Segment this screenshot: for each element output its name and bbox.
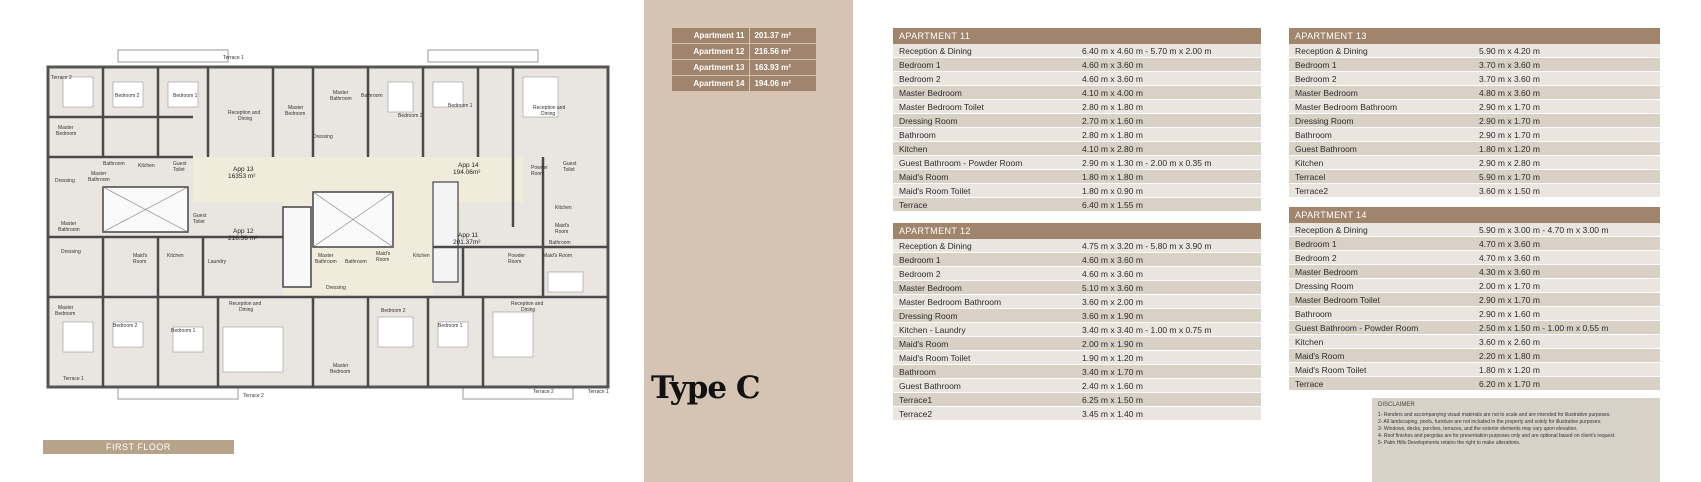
room-dimensions: 3.60 m x 1.90 m — [1082, 311, 1143, 321]
room-name: Bathroom — [1295, 309, 1332, 319]
table-row — [893, 128, 1261, 142]
room-name: Master Bedroom — [1295, 88, 1358, 98]
svg-text:Maid's: Maid's — [133, 253, 148, 259]
disclaimer-item: 5- Palm Hills Developments retains the right to make alterations. — [1378, 440, 1521, 446]
summary-apartment-name: Apartment 13 — [672, 60, 749, 75]
room-dimensions: 3.70 m x 3.60 m — [1479, 60, 1540, 70]
room-dimensions: 4.60 m x 3.60 m — [1082, 60, 1143, 70]
room-dimensions: 2.90 m x 1.60 m — [1479, 309, 1540, 319]
room-dimensions: 2.50 m x 1.50 m - 1.00 m x 0.55 m — [1479, 323, 1609, 333]
svg-text:Kitchen: Kitchen — [138, 163, 155, 169]
svg-text:Room: Room — [133, 259, 147, 265]
room-name: Guest Bathroom - Powder Room — [899, 158, 1023, 168]
room-dimensions: 2.90 m x 1.70 m — [1479, 295, 1540, 305]
room-dimensions: 3.60 m x 2.60 m — [1479, 337, 1540, 347]
svg-text:App 14: App 14 — [458, 162, 479, 169]
apartment-table-body — [893, 44, 1261, 212]
apartment-table-title: APARTMENT 14 — [1289, 207, 1660, 223]
room-dimensions: 2.90 m x 1.70 m — [1479, 116, 1540, 126]
svg-text:Reception and: Reception and — [229, 301, 262, 307]
svg-text:Dining: Dining — [239, 307, 254, 313]
disclaimer-title: DISCLAIMER — [1378, 402, 1415, 408]
svg-text:Terrace 2: Terrace 2 — [243, 393, 264, 399]
summary-row — [672, 28, 816, 43]
svg-text:App 12: App 12 — [233, 228, 254, 235]
table-row — [1289, 114, 1660, 128]
room-dimensions: 1.80 m x 1.20 m — [1479, 144, 1540, 154]
table-row — [1289, 293, 1660, 307]
svg-text:Terrace 1: Terrace 1 — [223, 55, 244, 61]
room-name: Guest Bathroom — [1295, 144, 1357, 154]
summary-row — [672, 44, 816, 59]
table-row — [893, 184, 1261, 198]
svg-text:Maid's: Maid's — [555, 223, 570, 229]
table-row — [893, 295, 1261, 309]
svg-text:Bedroom 2: Bedroom 2 — [113, 323, 138, 329]
room-dimensions: 5.10 m x 3.60 m — [1082, 283, 1143, 293]
room-name: Terrace2 — [1295, 186, 1329, 196]
svg-text:194.06m²: 194.06m² — [453, 169, 481, 176]
room-dimensions: 6.40 m x 4.60 m - 5.70 m x 2.00 m — [1082, 46, 1212, 56]
room-dimensions: 4.60 m x 3.60 m — [1082, 269, 1143, 279]
room-name: Bedroom 1 — [1295, 60, 1337, 70]
svg-text:216.56 m²: 216.56 m² — [228, 235, 258, 242]
room-dimensions: 4.70 m x 3.60 m — [1479, 239, 1540, 249]
svg-text:Dining: Dining — [238, 116, 253, 122]
svg-text:Guest: Guest — [193, 213, 207, 219]
type-title: Type C — [651, 370, 760, 406]
svg-text:Master: Master — [288, 105, 304, 111]
apartment-table-title: APARTMENT 11 — [893, 28, 1261, 44]
room-dimensions: 1.80 m x 1.80 m — [1082, 172, 1143, 182]
room-name: Bedroom 2 — [1295, 74, 1337, 84]
room-dimensions: 4.10 m x 2.80 m — [1082, 144, 1143, 154]
disclaimer-item: 2- All landscaping, pools, furniture are not included in the property and solely for illustrative purposes. — [1378, 419, 1602, 425]
svg-text:Room: Room — [531, 171, 545, 177]
table-row — [893, 170, 1261, 184]
room-dimensions: 5.90 m x 3.00 m - 4.70 m x 3.00 m — [1479, 225, 1609, 235]
room-dimensions: 1.80 m x 1.20 m — [1479, 365, 1540, 375]
table-row — [1289, 335, 1660, 349]
svg-text:Toilet: Toilet — [173, 167, 185, 173]
room-name: Terrace2 — [899, 409, 933, 419]
room-dimensions: 2.90 m x 1.30 m - 2.00 m x 0.35 m — [1082, 158, 1212, 168]
svg-text:Master: Master — [58, 305, 74, 311]
room-dimensions: 4.70 m x 3.60 m — [1479, 253, 1540, 263]
svg-text:Guest: Guest — [173, 161, 187, 167]
table-row — [1289, 142, 1660, 156]
room-name: Kitchen — [1295, 337, 1324, 347]
room-dimensions: 6.25 m x 1.50 m — [1082, 395, 1143, 405]
svg-text:Bathroom: Bathroom — [330, 96, 352, 102]
svg-text:Powder: Powder — [531, 165, 548, 171]
room-name: Reception & Dining — [899, 46, 972, 56]
room-dimensions: 2.00 m x 1.70 m — [1479, 281, 1540, 291]
table-row — [1289, 237, 1660, 251]
room-dimensions: 2.90 m x 2.80 m — [1479, 158, 1540, 168]
apartment-12-table — [893, 223, 1261, 421]
svg-text:Terrace 1: Terrace 1 — [63, 376, 84, 382]
room-dimensions: 5.90 m x 4.20 m — [1479, 46, 1540, 56]
table-row — [893, 142, 1261, 156]
room-dimensions: 4.10 m x 4.00 m — [1082, 88, 1143, 98]
svg-text:Bedroom 1: Bedroom 1 — [173, 93, 198, 99]
svg-text:Dressing: Dressing — [326, 285, 346, 291]
room-dimensions: 2.40 m x 1.60 m — [1082, 381, 1143, 391]
table-row — [1289, 307, 1660, 321]
svg-text:Kitchen: Kitchen — [555, 205, 572, 211]
room-dimensions: 3.40 m x 3.40 m - 1.00 m x 0.75 m — [1082, 325, 1212, 335]
apartment-table-body — [893, 239, 1261, 421]
svg-text:Terrace 1: Terrace 1 — [588, 389, 609, 395]
table-row — [893, 351, 1261, 365]
summary-apartment-area: 201.37 m² — [750, 28, 816, 43]
room-name: Bedroom 2 — [1295, 253, 1337, 263]
table-row — [893, 323, 1261, 337]
svg-text:Guest: Guest — [563, 161, 577, 167]
table-row — [893, 114, 1261, 128]
table-row — [893, 72, 1261, 86]
summary-apartment-area: 194.06 m² — [750, 76, 816, 91]
svg-text:Master: Master — [61, 221, 77, 227]
apartment-table-title: APARTMENT 13 — [1289, 28, 1660, 44]
svg-text:Bathroom: Bathroom — [361, 93, 383, 99]
svg-text:Room: Room — [376, 257, 390, 263]
svg-text:16353 m²: 16353 m² — [228, 173, 256, 180]
room-name: Bathroom — [899, 367, 936, 377]
room-dimensions: 6.20 m x 1.70 m — [1479, 379, 1540, 389]
table-row — [1289, 156, 1660, 170]
svg-text:Bedroom 1: Bedroom 1 — [448, 103, 473, 109]
room-name: Dressing Room — [899, 311, 958, 321]
svg-text:Maid's Room: Maid's Room — [543, 253, 573, 259]
svg-text:Master: Master — [91, 171, 107, 177]
table-row — [1289, 251, 1660, 265]
room-name: Bedroom 1 — [899, 255, 941, 265]
table-row — [893, 393, 1261, 407]
table-row — [1289, 363, 1660, 377]
room-name: Reception & Dining — [1295, 225, 1368, 235]
apartment-table-body — [1289, 223, 1660, 391]
room-dimensions: 3.70 m x 3.60 m — [1479, 74, 1540, 84]
svg-text:Laundry: Laundry — [208, 259, 227, 265]
room-dimensions: 3.45 m x 1.40 m — [1082, 409, 1143, 419]
svg-text:Dressing: Dressing — [313, 134, 333, 140]
room-name: Guest Bathroom — [899, 381, 961, 391]
table-row — [893, 253, 1261, 267]
room-name: Dressing Room — [1295, 281, 1354, 291]
room-name: Maid's Room — [899, 339, 949, 349]
room-name: Bedroom 2 — [899, 269, 941, 279]
svg-text:Dressing: Dressing — [61, 249, 81, 255]
room-name: Master Bedroom — [899, 283, 962, 293]
summary-row — [672, 60, 816, 75]
svg-text:Bathroom: Bathroom — [103, 161, 125, 167]
room-dimensions: 1.90 m x 1.20 m — [1082, 353, 1143, 363]
summary-apartment-area: 163.93 m² — [750, 60, 816, 75]
svg-text:Bedroom 2: Bedroom 2 — [398, 113, 423, 119]
room-name: Terrace — [1295, 379, 1324, 389]
svg-text:Bathroom: Bathroom — [345, 259, 367, 265]
table-row — [893, 309, 1261, 323]
room-dimensions: 5.90 m x 1.70 m — [1479, 172, 1540, 182]
room-name: Guest Bathroom - Powder Room — [1295, 323, 1419, 333]
room-dimensions: 4.75 m x 3.20 m - 5.80 m x 3.90 m — [1082, 241, 1212, 251]
room-dimensions: 3.60 m x 2.00 m — [1082, 297, 1143, 307]
svg-text:Toilet: Toilet — [193, 219, 205, 225]
apartment-table-title: APARTMENT 12 — [893, 223, 1261, 239]
svg-text:Bedroom: Bedroom — [330, 369, 351, 375]
room-name: Bedroom 1 — [899, 60, 941, 70]
summary-apartment-name: Apartment 14 — [672, 76, 749, 91]
room-name: Dressing Room — [1295, 116, 1354, 126]
table-row — [893, 58, 1261, 72]
table-row — [1289, 349, 1660, 363]
room-name: Kitchen — [1295, 158, 1324, 168]
svg-text:Powder: Powder — [508, 253, 525, 259]
svg-text:Room: Room — [555, 229, 569, 235]
svg-text:Terrace 2: Terrace 2 — [51, 75, 72, 81]
room-dimensions: 4.80 m x 3.60 m — [1479, 88, 1540, 98]
svg-text:Kitchen: Kitchen — [413, 253, 430, 259]
svg-text:Bedroom 2: Bedroom 2 — [115, 93, 140, 99]
room-dimensions: 2.90 m x 1.70 m — [1479, 102, 1540, 112]
room-name: Kitchen — [899, 144, 928, 154]
room-name: Maid's Room Toilet — [1295, 365, 1367, 375]
room-name: Maid's Room Toilet — [899, 353, 971, 363]
room-name: Maid's Room — [1295, 351, 1345, 361]
room-name: Master Bedroom — [1295, 267, 1358, 277]
table-row — [1289, 265, 1660, 279]
disclaimer — [1372, 398, 1660, 482]
table-row — [1289, 58, 1660, 72]
svg-text:Bedroom: Bedroom — [55, 311, 76, 317]
room-name: Dressing Room — [899, 116, 958, 126]
svg-text:Master: Master — [318, 253, 334, 259]
table-row — [1289, 321, 1660, 335]
svg-text:Maid's: Maid's — [376, 251, 391, 257]
summary-apartment-name: Apartment 11 — [672, 28, 749, 43]
svg-text:Bathroom: Bathroom — [88, 177, 110, 183]
floor-plan — [43, 47, 623, 402]
table-row — [893, 281, 1261, 295]
table-row — [893, 267, 1261, 281]
room-dimensions: 2.90 m x 1.70 m — [1479, 130, 1540, 140]
room-name: Terrace — [899, 200, 928, 210]
room-dimensions: 1.80 m x 0.90 m — [1082, 186, 1143, 196]
svg-text:Dining: Dining — [541, 111, 556, 117]
table-row — [893, 44, 1261, 58]
apartment-table-body — [1289, 44, 1660, 198]
svg-text:Terrace 2: Terrace 2 — [533, 389, 554, 395]
room-name: Kitchen - Laundry — [899, 325, 966, 335]
room-name: Reception & Dining — [899, 241, 972, 251]
svg-text:Bathroom: Bathroom — [58, 227, 80, 233]
table-row — [893, 156, 1261, 170]
table-row — [1289, 44, 1660, 58]
room-name: Terracel — [1295, 172, 1326, 182]
room-name: Bedroom 1 — [1295, 239, 1337, 249]
room-name: Master Bedroom Bathroom — [1295, 102, 1398, 112]
svg-text:Reception and: Reception and — [511, 301, 544, 307]
svg-text:Reception and: Reception and — [228, 110, 261, 116]
svg-text:Bedroom 2: Bedroom 2 — [381, 308, 406, 314]
room-dimensions: 2.00 m x 1.90 m — [1082, 339, 1143, 349]
summary-apartment-name: Apartment 12 — [672, 44, 749, 59]
floor-label: FIRST FLOOR — [43, 440, 234, 454]
svg-text:Bathroom: Bathroom — [549, 240, 571, 246]
svg-text:Master: Master — [333, 90, 349, 96]
table-row — [893, 407, 1261, 421]
table-row — [893, 100, 1261, 114]
table-row — [1289, 377, 1660, 391]
table-row — [893, 86, 1261, 100]
room-dimensions: 3.60 m x 1.50 m — [1479, 186, 1540, 196]
svg-text:Bedroom 1: Bedroom 1 — [171, 328, 196, 334]
table-row — [1289, 170, 1660, 184]
table-row — [893, 379, 1261, 393]
table-row — [1289, 72, 1660, 86]
table-row — [893, 239, 1261, 253]
table-row — [1289, 184, 1660, 198]
svg-text:Bathroom: Bathroom — [315, 259, 337, 265]
table-row — [893, 337, 1261, 351]
summary-apartment-area: 216.56 m² — [750, 44, 816, 59]
room-dimensions: 2.20 m x 1.80 m — [1479, 351, 1540, 361]
room-name: Terrace1 — [899, 395, 933, 405]
room-name: Bedroom 2 — [899, 74, 941, 84]
svg-text:Dining: Dining — [521, 307, 536, 313]
disclaimer-item: 3- Windows, decks, porches, terraces, and the exterior elements may vary upon elevation. — [1378, 426, 1578, 432]
room-dimensions: 6.40 m x 1.55 m — [1082, 200, 1143, 210]
apartment-11-table — [893, 28, 1261, 212]
room-name: Bathroom — [1295, 130, 1332, 140]
room-dimensions: 2.80 m x 1.80 m — [1082, 130, 1143, 140]
summary-row — [672, 76, 816, 91]
svg-text:Bedroom: Bedroom — [285, 111, 306, 117]
table-row — [1289, 86, 1660, 100]
room-name: Maid's Room — [899, 172, 949, 182]
room-name: Maid's Room Toilet — [899, 186, 971, 196]
disclaimer-item: 4- Roof finishes and pergolas are for presentation purposes only and are optional based on client's request. — [1378, 433, 1616, 439]
svg-text:Room: Room — [508, 259, 522, 265]
room-name: Master Bedroom — [899, 88, 962, 98]
apartment-13-table — [1289, 28, 1660, 198]
svg-text:App 11: App 11 — [458, 232, 479, 239]
svg-text:Master: Master — [58, 125, 74, 131]
table-row — [893, 198, 1261, 212]
svg-text:Dressing: Dressing — [55, 178, 75, 184]
room-name: Bathroom — [899, 130, 936, 140]
svg-text:Kitchen: Kitchen — [167, 253, 184, 259]
disclaimer-item: 1- Renders and accompanying visual materials are not to scale and are intended for illustrative purposes. — [1378, 412, 1611, 418]
room-dimensions: 2.70 m x 1.60 m — [1082, 116, 1143, 126]
room-dimensions: 2.80 m x 1.80 m — [1082, 102, 1143, 112]
room-name: Master Bedroom Toilet — [899, 102, 984, 112]
room-name: Master Bedroom Toilet — [1295, 295, 1380, 305]
table-row — [1289, 279, 1660, 293]
table-row — [1289, 223, 1660, 237]
table-row — [1289, 100, 1660, 114]
room-name: Master Bedroom Bathroom — [899, 297, 1002, 307]
svg-text:Master: Master — [333, 363, 349, 369]
svg-text:App 13: App 13 — [233, 166, 254, 173]
svg-text:Reception and: Reception and — [533, 105, 566, 111]
apartment-14-table — [1289, 207, 1660, 391]
svg-text:Bedroom 1: Bedroom 1 — [438, 323, 463, 329]
room-name: Reception & Dining — [1295, 46, 1368, 56]
svg-text:Bedroom: Bedroom — [56, 131, 77, 137]
room-dimensions: 4.60 m x 3.60 m — [1082, 74, 1143, 84]
svg-text:Toilet: Toilet — [563, 167, 575, 173]
table-row — [1289, 128, 1660, 142]
table-row — [893, 365, 1261, 379]
room-dimensions: 4.30 m x 3.60 m — [1479, 267, 1540, 277]
room-dimensions: 3.40 m x 1.70 m — [1082, 367, 1143, 377]
svg-text:201.37m²: 201.37m² — [453, 239, 481, 246]
room-dimensions: 4.60 m x 3.60 m — [1082, 255, 1143, 265]
area-summary — [672, 28, 816, 92]
